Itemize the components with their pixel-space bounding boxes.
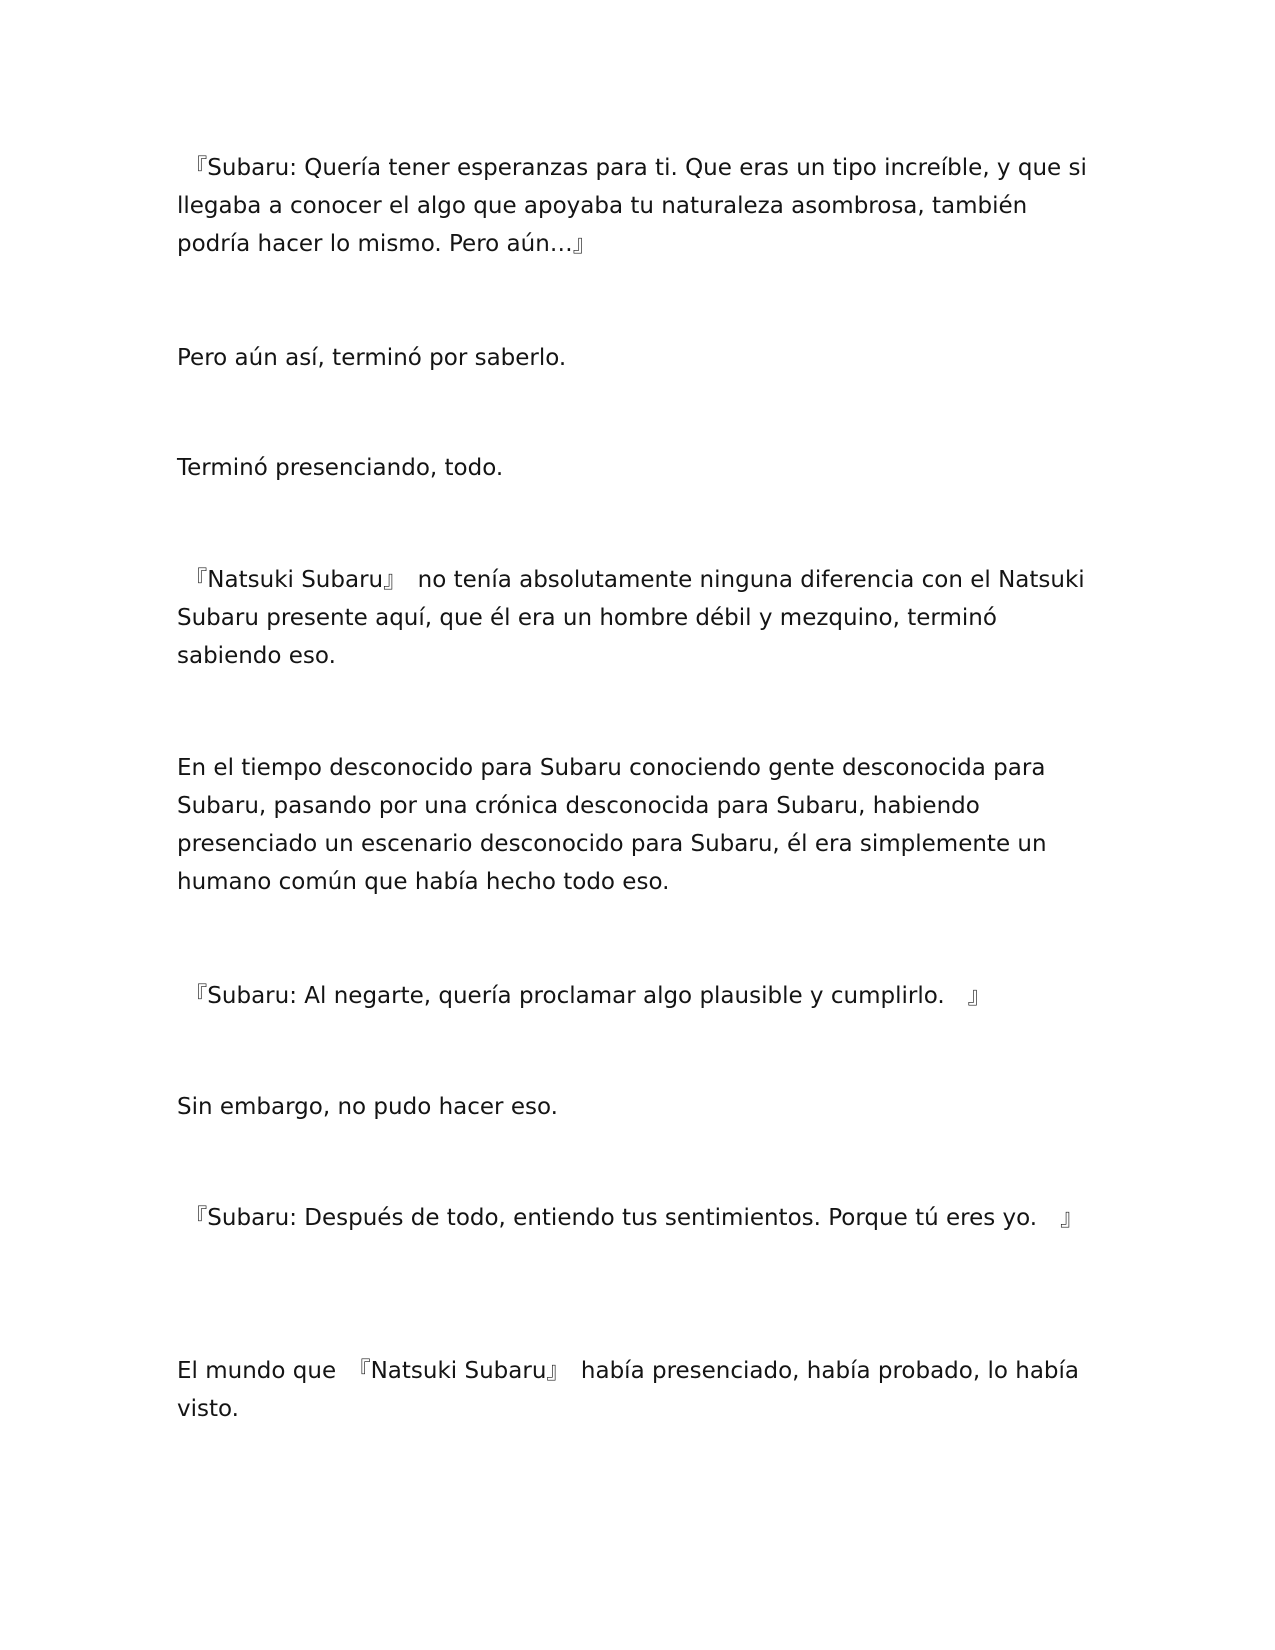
paragraph-no-difference: 『Natsuki Subaru』 no tenía absolutamente ninguna diferencia con el Natsuki Subaru presente aquí, que él era un hombre débil y mezquino, terminó sabiendo eso. [177,567,1085,669]
paragraph-dialogue-hope: 『Subaru: Quería tener esperanzas para ti. Que eras un tipo increíble, y que si llegaba a conocer el algo que apoyaba tu naturaleza asombrosa, también podría hacer lo mismo. Pero aún…』 [177,155,1087,257]
paragraph-dialogue-you-are-me: 『Subaru: Después de todo, entiendo tus sentimientos. Porque tú eres yo. 』 [177,1205,1084,1231]
paragraph-the-world: El mundo que 『Natsuki Subaru』 había presenciado, había probado, lo había visto. [177,1358,1080,1422]
paragraph-witnessed-all: Terminó presenciando, todo. [177,455,504,481]
paragraph-knew-it: Pero aún así, terminó por saberlo. [177,345,567,371]
paragraph-unknown-time: En el tiempo desconocido para Subaru conociendo gente desconocida para Subaru, pasando por una crónica desconocida para Subaru, habiendo presenciado un escenario desconocido para Subaru, él era simplemente un humano común que había hecho todo eso. [177,755,1047,895]
paragraph-could-not: Sin embargo, no pudo hacer eso. [177,1094,558,1120]
paragraph-dialogue-deny: 『Subaru: Al negarte, quería proclamar algo plausible y cumplirlo. 』 [177,983,991,1009]
